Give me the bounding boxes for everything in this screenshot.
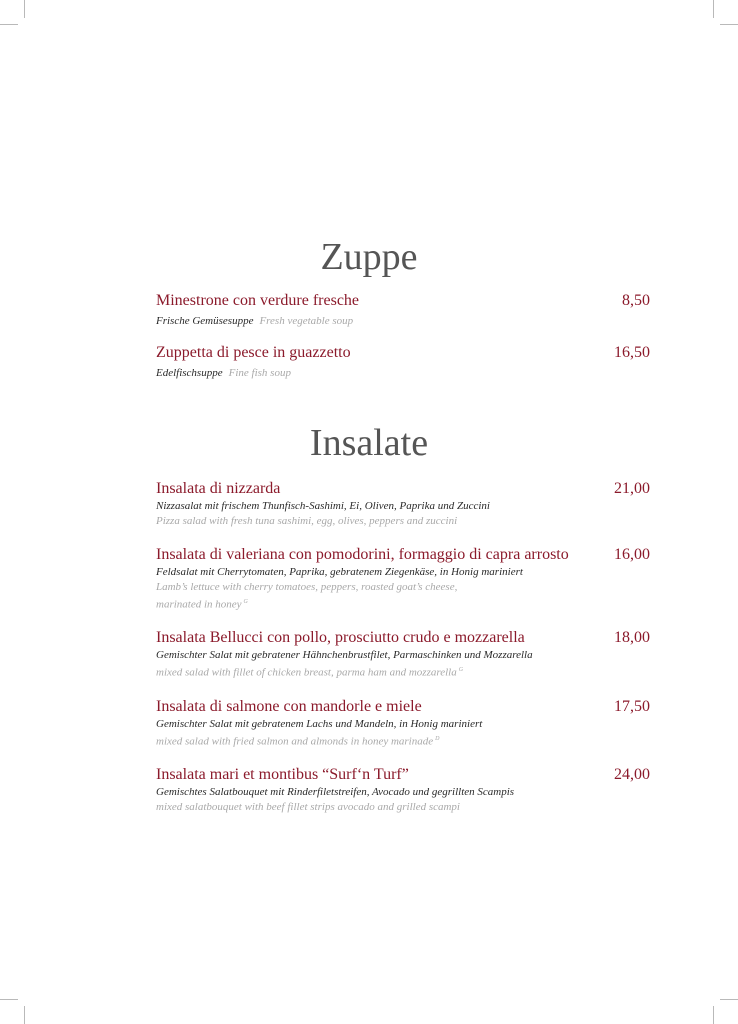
menu-item [156,545,650,613]
menu-item [156,291,650,329]
dish-description-de: Frische Gemüsesuppe [156,315,254,327]
dish-description-en: Fine fish soup [228,367,291,379]
dish-description-de: Gemischter Salat mit gebratenem Lachs und Mandeln, in Honig mariniert [156,718,483,730]
menu-item [156,479,650,529]
section-title-insalate: Insalate [309,422,429,464]
dish-description-en: Fresh vegetable soup [259,315,354,327]
dish-description-en: mixed salad with fillet of chicken breast, parma ham and mozzarella [156,666,457,679]
dish-description-de: Nizzasalat mit frischem Thunfisch-Sashimi, Ei, Oliven, Paprika und Zuccini [156,500,490,512]
crop-mark [720,24,738,25]
dish-name: Insalata di nizzarda [156,480,281,497]
dish-description-en: mixed salatbouquet with beef fillet strips avocado and grilled scampi [156,801,460,813]
dish-price: 24,00 [614,766,650,783]
dish-price: 18,00 [614,629,650,646]
menu-item [156,697,650,750]
crop-mark [713,1006,714,1024]
dish-price: 16,50 [614,344,650,361]
dish-name: Insalata di salmone con mandorle e miele [156,698,422,715]
dish-description-en: mixed salad with fried salmon and almonds in honey marinade [156,735,434,748]
dish-description-de: Gemischter Salat mit gebratener Hähnchenbrustfilet, Parmaschinken und Mozzarella [156,649,533,661]
crop-mark [0,999,18,1000]
dish-description-en-line-2: marinated in honey [156,598,242,611]
dish-description-de: Gemischtes Salatbouquet mit Rinderfiletstreifen, Avocado und gegrillten Scampis [156,786,515,798]
allergen-code: D [435,736,440,742]
crop-mark [713,0,714,18]
crop-mark [0,24,18,25]
crop-mark [720,999,738,1000]
dish-name: Insalata di valeriana con pomodorini, formaggio di capra arrosto [156,546,569,563]
dish-description-de: Feldsalat mit Cherrytomaten, Paprika, gebratenem Ziegenkäse, in Honig mariniert [156,566,523,578]
dish-price: 16,00 [614,546,650,563]
menu-item [156,343,650,381]
crop-mark [24,0,25,18]
dish-description-en-line-1: Lamb’s lettuce with cherry tomatoes, peppers, roasted goat’s cheese, [156,581,458,593]
dish-name: Insalata Bellucci con pollo, prosciutto crudo e mozzarella [156,629,525,646]
crop-mark [24,1006,25,1024]
allergen-code: G [243,599,248,605]
dish-name: Minestrone con verdure fresche [156,292,360,309]
section-title-zuppe: Zuppe [320,236,418,278]
dish-price: 17,50 [614,698,650,715]
dish-price: 21,00 [614,480,650,497]
dish-description-en: Pizza salad with fresh tuna sashimi, egg, olives, peppers and zuccini [156,515,458,527]
allergen-code: G [458,667,464,673]
dish-price: 8,50 [622,292,650,309]
menu-item [156,765,650,815]
dish-name: Insalata mari et montibus “Surf‘n Turf” [156,766,409,783]
menu-item [156,628,650,681]
dish-name: Zuppetta di pesce in guazzetto [156,344,351,361]
dish-description-de: Edelfischsuppe [156,367,223,379]
